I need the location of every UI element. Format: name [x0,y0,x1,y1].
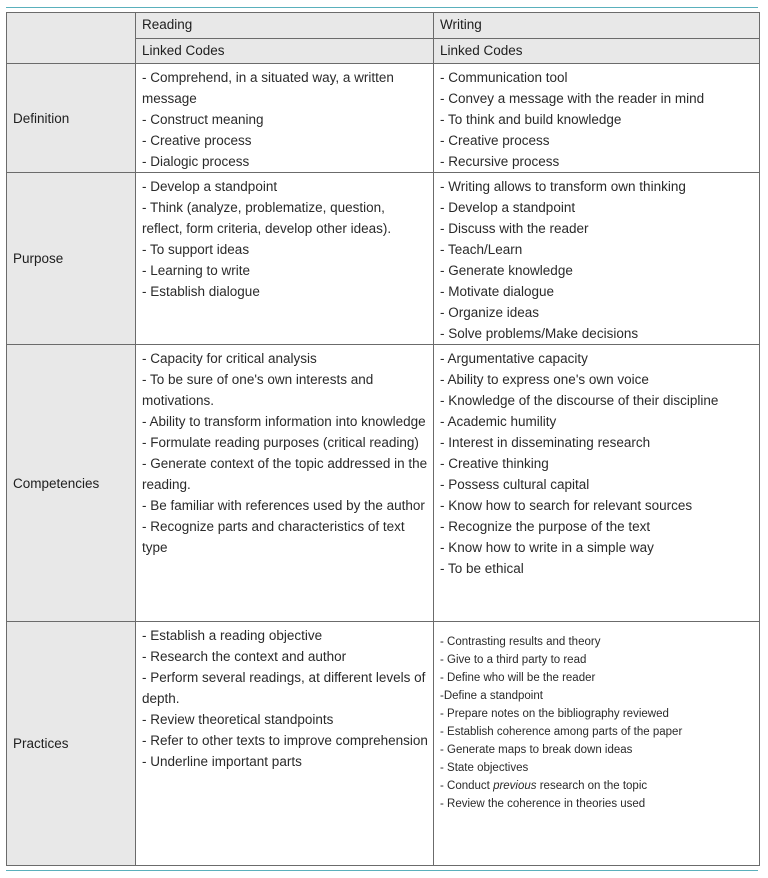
row-label-competencies: Competencies [7,345,136,622]
reading-header-cell [136,13,434,39]
list-item: - Capacity for critical analysis [142,351,317,366]
list-item: - Review the coherence in theories used [440,798,646,810]
list-item: - Writing allows to transform own thinking [440,179,686,194]
list-item: - Know how to search for relevant sources [440,498,693,513]
corner-cell [7,13,136,64]
competencies-writing-cell [434,345,760,622]
purpose-writing-cell [434,173,760,345]
list-item: - Review theoretical standpoints [142,712,334,727]
list-item: - Establish a reading objective [142,628,323,643]
list-item: - Recursive process [440,154,560,169]
row-label-purpose: Purpose [7,173,136,345]
list-item: - Prepare notes on the bibliography reviewed [440,708,669,720]
writing-subheader-cell [434,39,760,64]
list-item: - Give to a third party to read [440,654,587,666]
top-rule [6,7,758,8]
list-item: - Comprehend, in a situated way, a written message [142,70,394,106]
list-item: - Creative process [142,133,252,148]
list-item: - Solve problems/Make decisions [440,326,639,341]
table-row [7,622,760,866]
list-item: - Creative process [440,133,550,148]
writing-subheader: Linked Codes [440,43,523,58]
table-row [7,173,760,345]
row-label-practices: Practices [7,622,136,866]
list-item: - Establish coherence among parts of the paper [440,726,683,738]
list-item: - State objectives [440,762,529,774]
list-item: - Ability to express one's own voice [440,372,649,387]
definition-writing-cell [434,64,760,173]
list-item: - Organize ideas [440,305,540,320]
list-item: - Ability to transform information into knowledge [142,414,426,429]
list-item: - Define who will be the reader [440,672,596,684]
list-item: - Interest in disseminating research [440,435,651,450]
list-item: - Teach/Learn [440,242,523,257]
list-item: - Research the context and author [142,649,347,664]
list-item: - To be sure of one's own interests and motivations. [142,372,374,408]
list-item: - Generate maps to break down ideas [440,744,633,756]
list-item: - Communication tool [440,70,568,85]
list-item: - Underline important parts [142,754,302,769]
list-item: - Knowledge of the discourse of their discipline [440,393,719,408]
list-item: - Be familiar with references used by the author [142,498,425,513]
competencies-reading-cell [136,345,434,622]
list-item: - Contrasting results and theory [440,636,601,648]
list-item: - To think and build knowledge [440,112,622,127]
list-item: - Convey a message with the reader in mind [440,91,705,106]
list-item: - Learning to write [142,263,251,278]
list-item: - Recognize parts and characteristics of text type [142,519,405,555]
list-item: - Conduct previous research on the topic [440,780,648,792]
bottom-rule [6,870,758,871]
table-row [7,64,760,173]
definition-reading-cell [136,64,434,173]
list-item: - Construct meaning [142,112,264,127]
list-item: - Possess cultural capital [440,477,590,492]
list-item: - Generate context of the topic addressed in the reading. [142,456,428,492]
writing-header: Writing [440,17,482,32]
practices-writing-cell [434,622,760,866]
list-item: - Academic humility [440,414,557,429]
list-item: - Motivate dialogue [440,284,555,299]
reading-subheader-cell [136,39,434,64]
codes-table [6,12,760,866]
row-label-definition: Definition [7,64,136,173]
practices-reading-cell [136,622,434,866]
list-item: - Think (analyze, problematize, question, reflect, form criteria, develop other ideas). [142,200,392,236]
list-item: - Creative thinking [440,456,549,471]
list-item: - Discuss with the reader [440,221,589,236]
reading-header: Reading [142,17,193,32]
list-item: - Formulate reading purposes (critical reading) [142,435,419,450]
list-item: - Dialogic process [142,154,250,169]
list-item: - Develop a standpoint [440,200,576,215]
table-row [7,345,760,622]
list-item: -Define a standpoint [440,690,543,702]
list-item: - To be ethical [440,561,524,576]
list-item: - Refer to other texts to improve comprehension [142,733,428,748]
list-item: - Establish dialogue [142,284,260,299]
list-item: - Argumentative capacity [440,351,588,366]
list-item: - To support ideas [142,242,250,257]
list-item: - Recognize the purpose of the text [440,519,651,534]
list-item: - Generate knowledge [440,263,573,278]
list-item: - Perform several readings, at different levels of depth. [142,670,426,706]
purpose-reading-cell [136,173,434,345]
list-item: - Develop a standpoint [142,179,278,194]
list-item: - Know how to write in a simple way [440,540,654,555]
writing-header-cell [434,13,760,39]
reading-subheader: Linked Codes [142,43,225,58]
